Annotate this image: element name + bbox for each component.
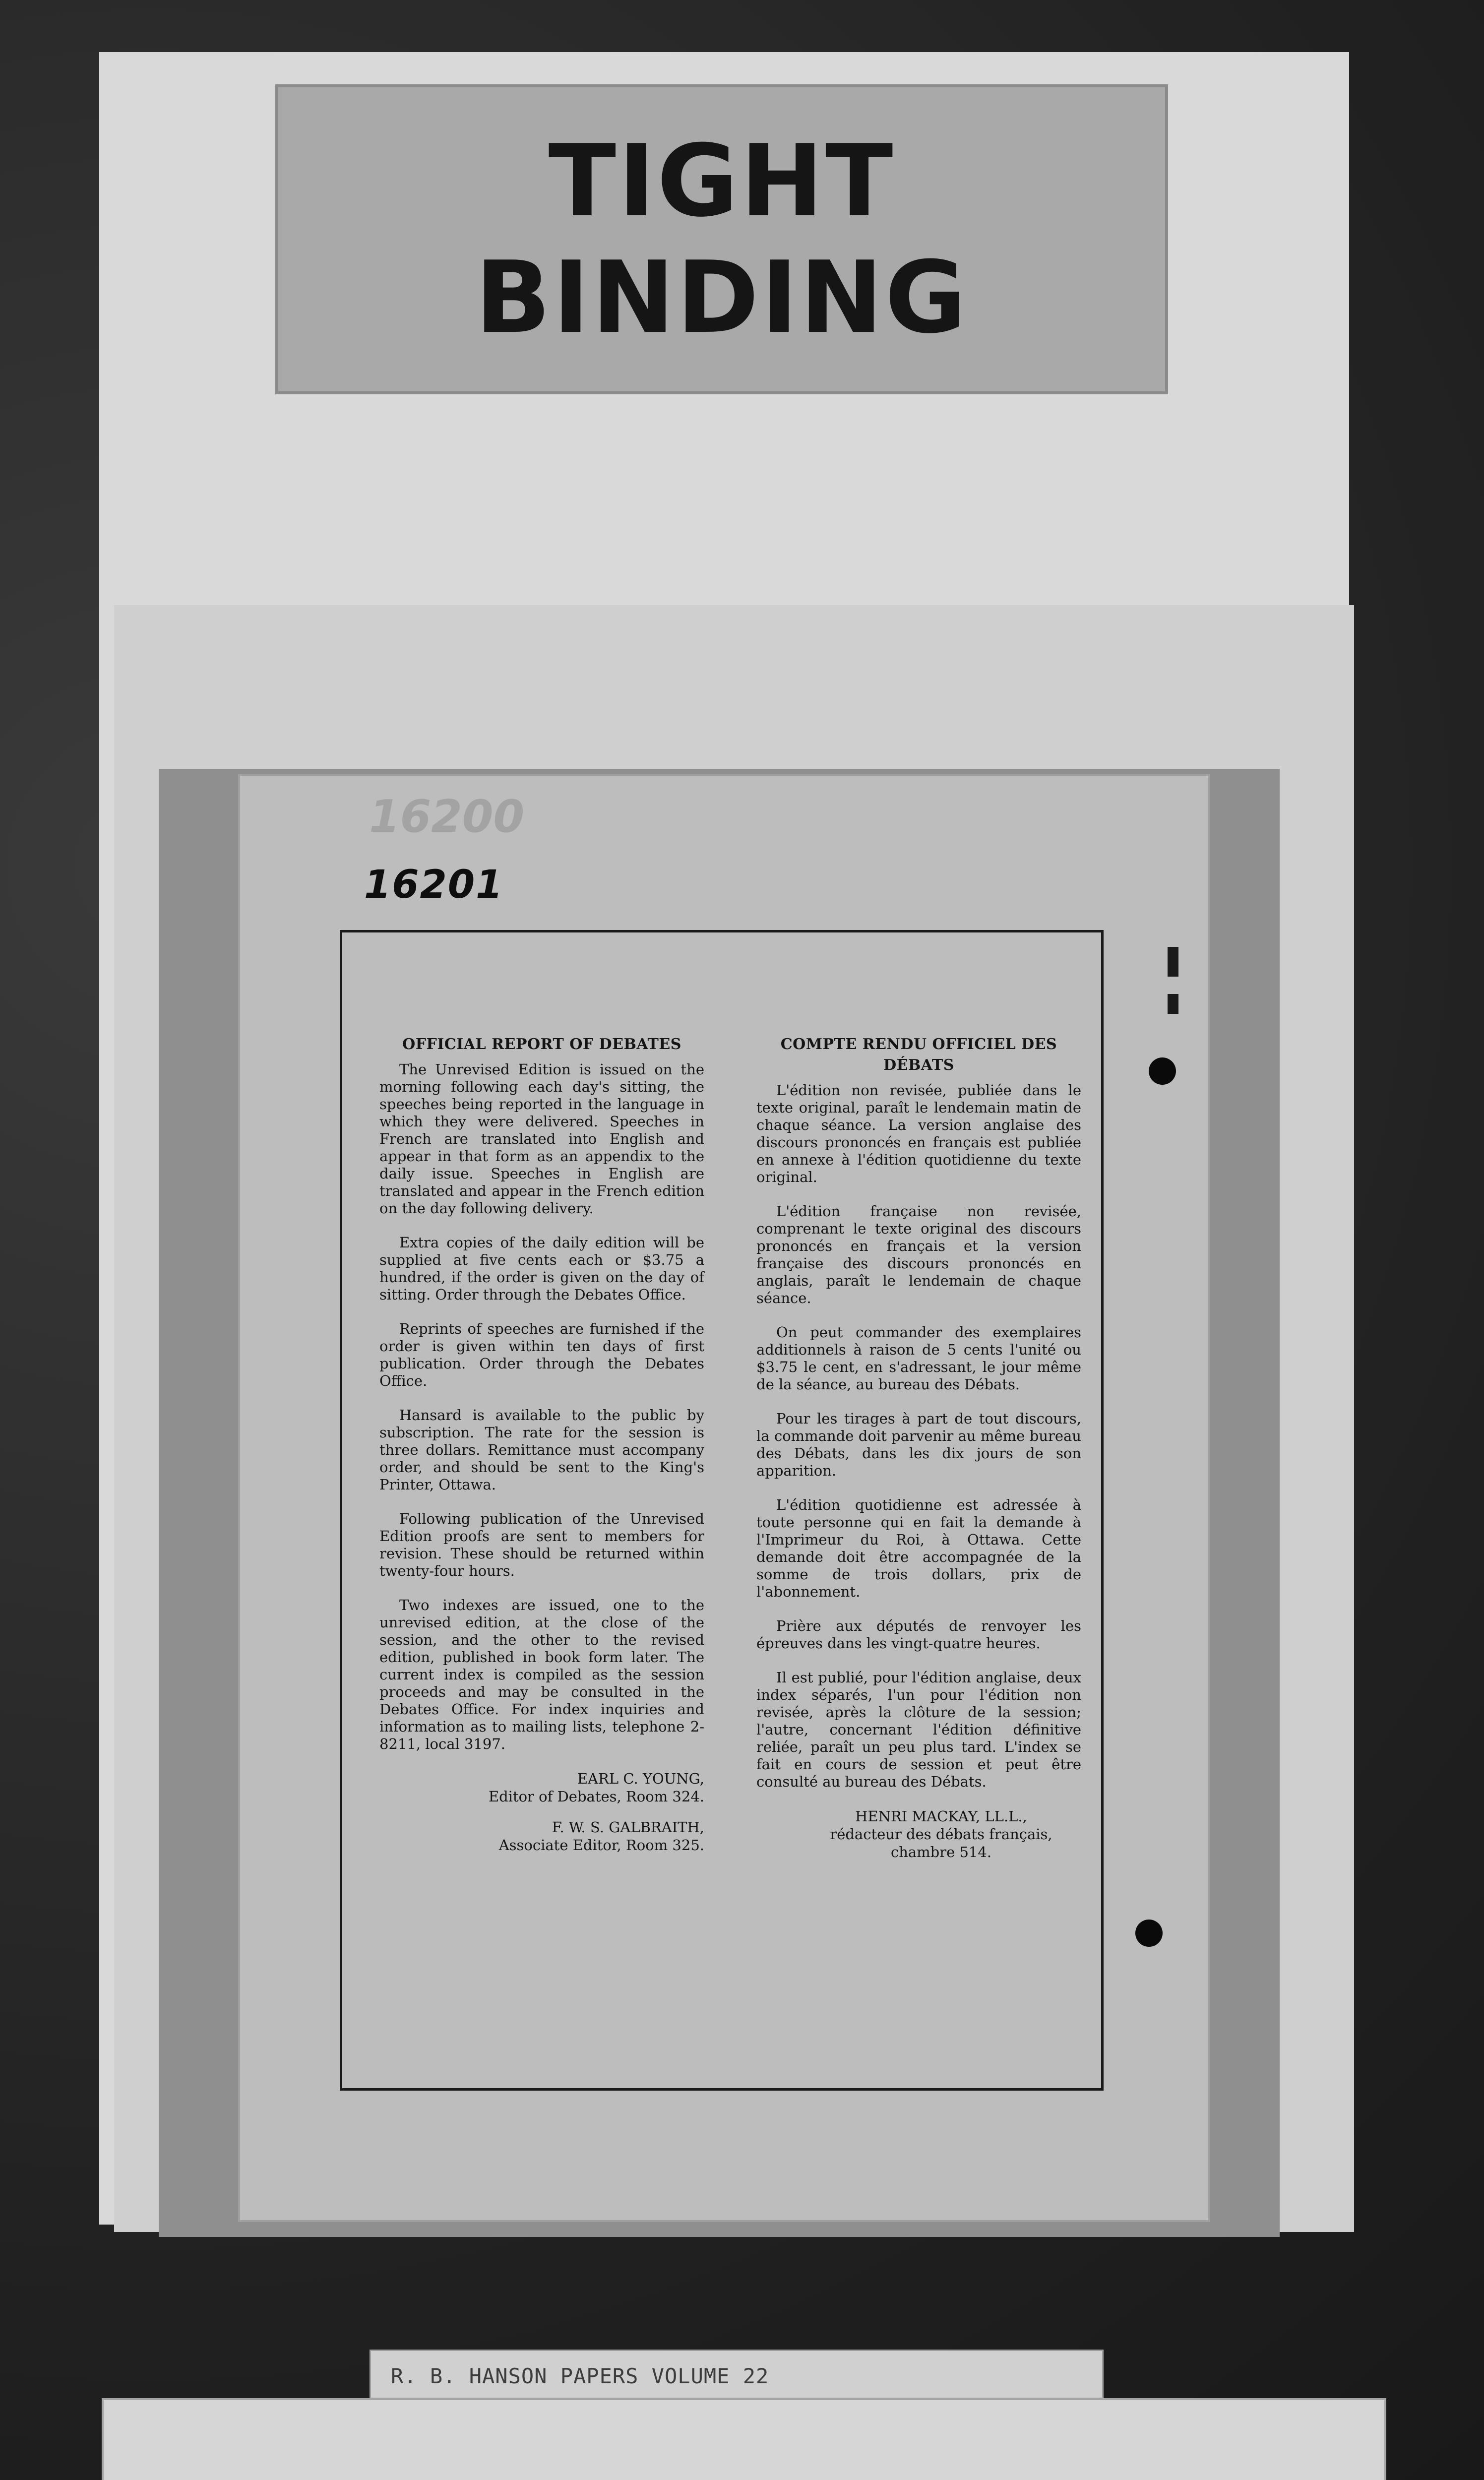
signature-title: rédacteur des débats français,: [830, 1826, 1052, 1843]
signature-name: EARL C. YOUNG,: [577, 1770, 704, 1787]
signature-name: HENRI MACKAY, LL.L.,: [855, 1808, 1027, 1825]
english-paragraph: Two indexes are issued, one to the unrevised edition, at the close of the session, and the other to the revised edition, published in book form later. The current index is compiled as the session proceeds and may be consulted in the Debates Office. For index inquiries and information as to mailing lists, telephone 2-8211, local 3197.: [379, 1597, 704, 1752]
edge-mark: [1168, 947, 1178, 977]
collection-tag: R. B. HANSON PAPERS VOLUME 22: [370, 2350, 1104, 2399]
binding-hole-top: [1149, 1057, 1176, 1085]
signature-title: chambre 514.: [890, 1844, 992, 1860]
french-heading: COMPTE RENDU OFFICIEL DES DÉBATS: [780, 1036, 1057, 1074]
tight-binding-label: [275, 84, 1168, 394]
signature-title: Associate Editor, Room 325.: [498, 1837, 704, 1854]
tight-binding-line1: TIGHT: [548, 123, 895, 239]
edge-mark: [1168, 994, 1178, 1014]
english-paragraph: Extra copies of the daily edition will be supplied at five cents each or $3.75 a hundred, if the order is given on the day of sitting. Order through the Debates Office.: [379, 1234, 704, 1303]
english-column: [379, 1034, 704, 1861]
english-paragraph: Following publication of the Unrevised Edition proofs are sent to members for revision. These should be returned within twenty-four hours.: [379, 1510, 704, 1579]
french-paragraph: Pour les tirages à part de tout discours, la commande doit parvenir au même bureau des Débats, dans les dix jours de son apparition.: [756, 1410, 1081, 1479]
page-number: 16201: [364, 863, 504, 907]
english-paragraph: Hansard is available to the public by subscription. The rate for the session is three dollars. Remittance must accompany order, and should be sent to the King's Printer, Ottawa.: [379, 1407, 704, 1493]
french-paragraph: L'édition non revisée, publiée dans le texte original, paraît le lendemain matin de chaque séance. La version anglaise des discours prononcés en français est publiée en annexe à l'édition quotidienne du texte original.: [756, 1082, 1081, 1185]
signature-name: F. W. S. GALBRAITH,: [552, 1819, 704, 1836]
french-column: [756, 1034, 1081, 1861]
english-heading: OFFICIAL REPORT OF DEBATES: [402, 1036, 681, 1053]
french-paragraph: On peut commander des exemplaires additionnels à raison de 5 cents l'unité ou $3.75 le cent, en s'adressant, le jour même de la séance, au bureau des Débats.: [756, 1324, 1081, 1393]
french-paragraph: Il est publié, pour l'édition anglaise, deux index séparés, l'un pour l'édition non revisée, après la clôture de la session; l'autre, concernant l'édition définitive reliée, paraît un peu plus tard. L'index se fait en cours de session et peut être consulté au bureau des Débats.: [756, 1669, 1081, 1790]
english-paragraph: The Unrevised Edition is issued on the morning following each day's sitting, the speeches being reported in the language in which they were delivered. Speeches in French are translated into English and appear in that form as an appendix to the daily issue. Speeches in English are translated and appear in the French edition on the day following delivery.: [379, 1061, 704, 1217]
archives-label: [102, 2398, 1386, 2480]
archives-line1: [402, 2470, 1086, 2480]
notice-frame: [340, 930, 1104, 2091]
signature-title: Editor of Debates, Room 324.: [488, 1788, 704, 1805]
tight-binding-line2: BINDING: [475, 240, 969, 356]
french-paragraph: L'édition quotidienne est adressée à toute personne qui en fait la demande à l'Imprimeur du Roi, à Ottawa. Cette demande doit être accompagnée de la somme de trois dollars, prix de l'abonnement.: [756, 1496, 1081, 1600]
english-paragraph: Reprints of speeches are furnished if the order is given within ten days of first publication. Order through the Debates Office.: [379, 1320, 704, 1389]
french-paragraph: L'édition française non revisée, comprenant le texte original des discours prononcés en français et la version française des discours prononcés en anglais, paraît le lendemain de chaque séance.: [756, 1203, 1081, 1306]
french-paragraph: Prière aux députés de renvoyer les épreuves dans les vingt-quatre heures.: [756, 1617, 1081, 1652]
binding-hole-bottom: [1135, 1920, 1163, 1947]
page-number-ghost: 16200: [369, 791, 525, 843]
